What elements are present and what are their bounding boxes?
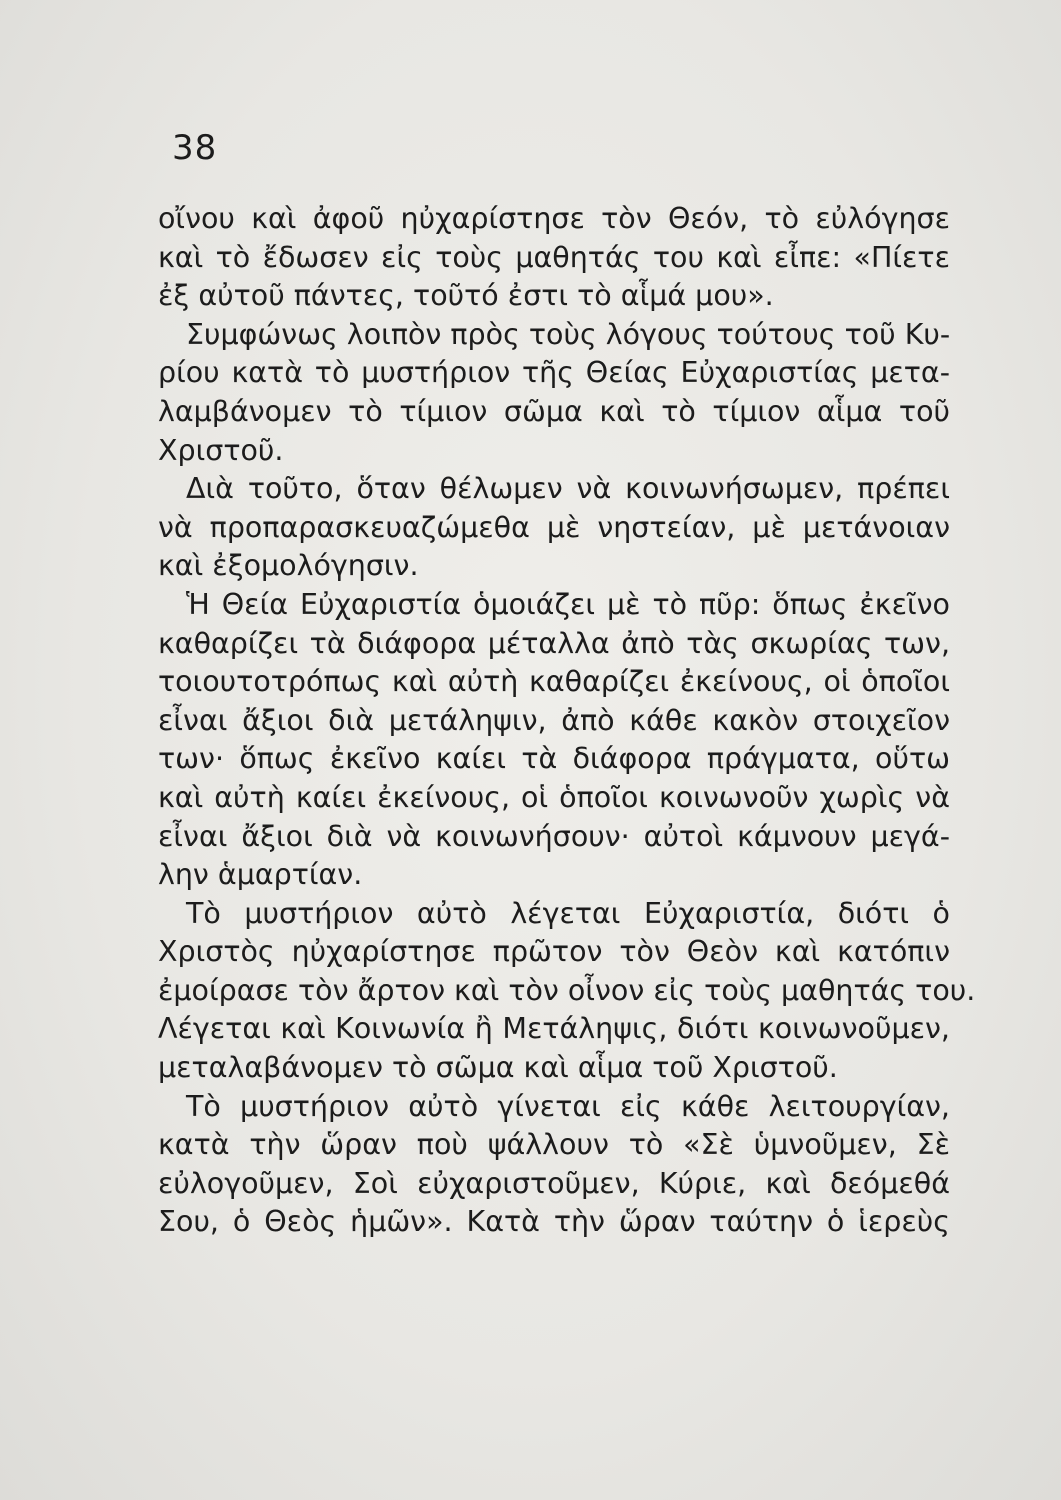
- page-number: 38: [172, 128, 218, 168]
- text-line: Λέγεται καὶ Κοινωνία ἢ Μετάληψις, διότι κοινωνοῦμεν,: [158, 1012, 950, 1046]
- text-line: των· ὅπως ἐκεῖνο καίει τὰ διάφορα πράγματα, οὕτω: [158, 742, 950, 776]
- text-line: οἴνου καὶ ἀφοῦ ηὐχαρίστησε τὸν Θεόν, τὸ εὐλόγησε: [158, 202, 950, 235]
- text-line: κατὰ τὴν ὥραν ποὺ ψάλλουν τὸ «Σὲ ὑμνοῦμεν, Σὲ: [158, 1128, 950, 1162]
- text-line: Σου, ὁ Θεὸς ἡμῶν». Κατὰ τὴν ὥραν ταύτην ὁ ἱερεὺς: [158, 1205, 950, 1239]
- text-line: μεταλαβάνομεν τὸ σῶμα καὶ αἷμα τοῦ Χριστοῦ.: [158, 1051, 838, 1085]
- text-line: τοιουτοτρόπως καὶ αὐτὴ καθαρίζει ἐκείνους, οἱ ὁποῖοι: [158, 665, 950, 699]
- body-text: [158, 200, 976, 1242]
- text-line: λην ἁμαρτίαν.: [158, 858, 363, 892]
- text-line: ἐμοίρασε τὸν ἄρτον καὶ τὸν οἶνον εἰς τοὺς μαθητάς του.: [158, 973, 976, 1007]
- text-line: καὶ ἐξομολόγησιν.: [158, 549, 419, 583]
- text-line: εἶναι ἄξιοι διὰ μετάληψιν, ἀπὸ κάθε κακὸν στοιχεῖον: [158, 703, 950, 737]
- text-line: εἶναι ἄξιοι διὰ νὰ κοινωνήσουν· αὐτοὶ κάμνουν μεγά-: [158, 819, 950, 853]
- text-line: Ἡ Θεία Εὐχαριστία ὁμοιάζει μὲ τὸ πῦρ: ὅπως ἐκεῖνο: [186, 587, 950, 621]
- text-line: Τὸ μυστήριον αὐτὸ λέγεται Εὐχαριστία, διότι ὁ: [186, 896, 950, 930]
- text-line: Διὰ τοῦτο, ὅταν θέλωμεν νὰ κοινωνήσωμεν, πρέπει: [186, 472, 950, 506]
- text-line: Χριστοῦ.: [158, 433, 284, 467]
- text-line: ρίου κατὰ τὸ μυστήριον τῆς Θείας Εὐχαριστίας μετα-: [158, 356, 950, 390]
- text-line: Τὸ μυστήριον αὐτὸ γίνεται εἰς κάθε λειτουργίαν,: [186, 1089, 950, 1123]
- text-line: λαμβάνομεν τὸ τίμιον σῶμα καὶ τὸ τίμιον αἷμα τοῦ: [158, 394, 950, 428]
- text-line: νὰ προπαρασκευαζώμεθα μὲ νηστείαν, μὲ μετάνοιαν: [158, 510, 950, 544]
- text-line: Χριστὸς ηὐχαρίστησε πρῶτον τὸν Θεὸν καὶ κατόπιν: [158, 935, 950, 969]
- text-line: καὶ αὐτὴ καίει ἐκείνους, οἱ ὁποῖοι κοινωνοῦν χωρὶς νὰ: [158, 780, 950, 814]
- text-line: ἐξ αὐτοῦ πάντες, τοῦτό ἐστι τὸ αἷμά μου».: [158, 279, 774, 313]
- text-line: Συμφώνως λοιπὸν πρὸς τοὺς λόγους τούτους τοῦ Κυ-: [186, 317, 951, 351]
- text-line: καθαρίζει τὰ διάφορα μέταλλα ἀπὸ τὰς σκωρίας των,: [158, 626, 950, 660]
- text-line: καὶ τὸ ἔδωσεν εἰς τοὺς μαθητάς του καὶ εἶπε: «Πίετε: [158, 240, 950, 274]
- text-line: εὐλογοῦμεν, Σοὶ εὐχαριστοῦμεν, Κύριε, καὶ δεόμεθά: [158, 1166, 950, 1200]
